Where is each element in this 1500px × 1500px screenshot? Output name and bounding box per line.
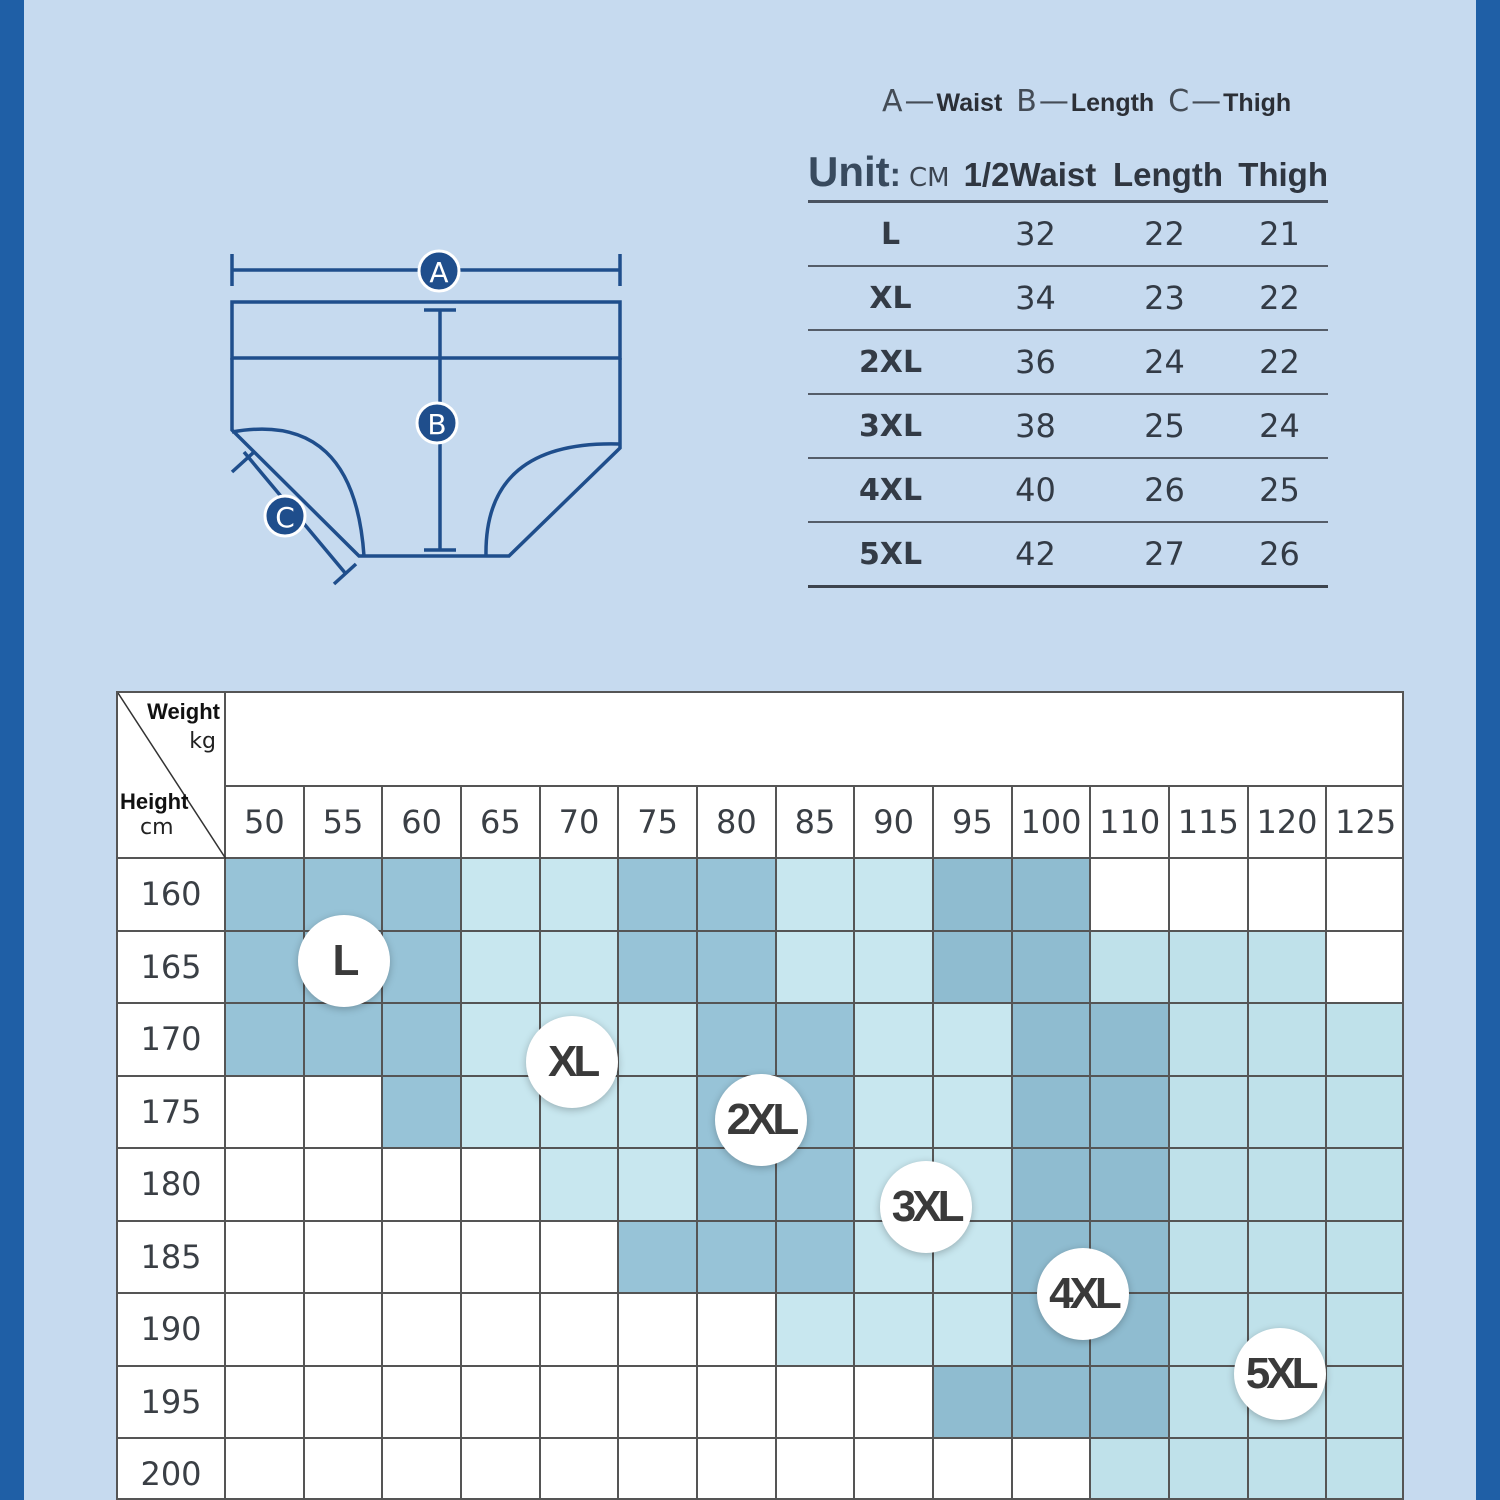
height-row-label: 200 <box>118 1439 226 1500</box>
legend-key: B <box>1016 84 1037 119</box>
size-badge: 5XL <box>1234 1328 1326 1420</box>
size-grid-cell <box>462 1367 541 1440</box>
cell-thigh: 25 <box>1259 471 1300 509</box>
size-grid-cell <box>462 1439 541 1500</box>
cell-waist: 34 <box>1015 279 1056 317</box>
size-grid-cell <box>934 1077 1013 1150</box>
cell-waist: 40 <box>1015 471 1056 509</box>
weight-header: 70 <box>541 787 620 859</box>
size-grid-cell <box>1013 1367 1092 1440</box>
size-grid-cell <box>541 1149 620 1222</box>
briefs-measurement-diagram <box>224 240 644 604</box>
size-grid-cell <box>305 1439 384 1500</box>
height-unit: cm <box>140 815 174 840</box>
height-row-label: 170 <box>118 1004 226 1077</box>
size-grid-cell <box>226 1294 305 1367</box>
cell-size: 4XL <box>858 472 923 508</box>
cell-length: 24 <box>1144 343 1185 381</box>
weight-header-strip <box>226 693 1404 787</box>
size-grid-cell <box>777 859 856 932</box>
size-grid-cell <box>383 1222 462 1295</box>
size-grid-cell <box>855 1367 934 1440</box>
size-grid-cell <box>462 1222 541 1295</box>
weight-header: 120 <box>1249 787 1328 859</box>
size-grid-cell <box>619 1149 698 1222</box>
size-grid-cell <box>1013 1149 1092 1222</box>
size-grid-cell <box>777 1149 856 1222</box>
size-grid-cell <box>934 1367 1013 1440</box>
column-header-waist: 1/2Waist <box>963 156 1097 193</box>
label-c: C <box>275 501 295 534</box>
size-grid-cell <box>1170 859 1249 932</box>
cell-thigh: 22 <box>1259 279 1300 317</box>
size-grid-cell <box>541 932 620 1005</box>
height-row-label: 180 <box>118 1149 226 1222</box>
size-grid-cell <box>1327 1367 1404 1440</box>
size-grid-cell <box>1170 932 1249 1005</box>
size-grid-cell <box>619 1222 698 1295</box>
size-grid-cell <box>1091 1077 1170 1150</box>
size-grid-cell <box>305 1294 384 1367</box>
size-grid-cell <box>777 932 856 1005</box>
cell-thigh: 24 <box>1259 407 1300 445</box>
size-grid-cell <box>855 1439 934 1500</box>
size-grid-cell <box>383 1294 462 1367</box>
size-grid-cell <box>1249 1439 1328 1500</box>
size-measurement-table <box>808 148 1328 588</box>
size-grid-cell <box>1327 1077 1404 1150</box>
weight-header: 55 <box>305 787 384 859</box>
cell-size: L <box>880 216 901 252</box>
table-row <box>808 459 1328 523</box>
size-grid-cell <box>1249 859 1328 932</box>
cell-thigh: 21 <box>1259 215 1300 253</box>
height-row-label: 160 <box>118 859 226 932</box>
size-grid-cell <box>855 932 934 1005</box>
table-row <box>808 267 1328 331</box>
size-grid-cell <box>1013 859 1092 932</box>
size-grid-cell <box>226 1077 305 1150</box>
size-grid-cell <box>1170 1222 1249 1295</box>
size-grid-cell <box>462 1077 541 1150</box>
size-grid-cell <box>305 1077 384 1150</box>
column-header-length: Length <box>1113 156 1223 193</box>
weight-header: 90 <box>855 787 934 859</box>
size-grid-cell <box>934 1004 1013 1077</box>
size-grid-cell <box>934 932 1013 1005</box>
size-grid-cell <box>1249 932 1328 1005</box>
size-grid-cell <box>1013 1077 1092 1150</box>
size-grid-cell <box>777 1222 856 1295</box>
size-grid-cell <box>1091 1004 1170 1077</box>
weight-header: 125 <box>1327 787 1404 859</box>
measurement-legend <box>882 84 1291 120</box>
size-grid-cell <box>383 1077 462 1150</box>
cell-waist: 36 <box>1015 343 1056 381</box>
size-grid-cell <box>698 1222 777 1295</box>
size-grid-cell <box>305 1367 384 1440</box>
size-grid-cell <box>226 1149 305 1222</box>
size-grid-cell <box>541 1222 620 1295</box>
table-body <box>808 203 1328 588</box>
size-grid-cell <box>1249 1222 1328 1295</box>
weight-height-size-chart <box>116 691 1404 1500</box>
size-grid-cell <box>541 859 620 932</box>
size-grid-cell <box>698 859 777 932</box>
cell-waist: 42 <box>1015 535 1056 573</box>
unit-value: CM <box>908 163 950 193</box>
size-grid-cell <box>1170 1439 1249 1500</box>
size-grid-cell <box>1327 1439 1404 1500</box>
height-row-label: 190 <box>118 1294 226 1367</box>
briefs-outline-icon <box>224 240 644 600</box>
cell-length: 25 <box>1144 407 1185 445</box>
size-grid-cell <box>698 1439 777 1500</box>
size-grid-cell <box>777 1367 856 1440</box>
legend-key: C <box>1168 84 1190 119</box>
legend-item-b: B — Length <box>1016 84 1155 119</box>
weight-header: 115 <box>1170 787 1249 859</box>
size-grid-cell <box>383 1439 462 1500</box>
column-header-thigh: Thigh <box>1238 156 1329 193</box>
table-header: Unit : CM 1/2Waist Length Thigh <box>808 148 1328 203</box>
corner-cell <box>118 693 226 859</box>
cell-size: 2XL <box>858 344 923 380</box>
size-grid-cell <box>226 1367 305 1440</box>
legend-item-c: C — Thigh <box>1168 84 1292 119</box>
size-grid-cell <box>462 932 541 1005</box>
size-grid-cell <box>934 859 1013 932</box>
weight-header: 60 <box>383 787 462 859</box>
size-grid-cell <box>619 932 698 1005</box>
cell-size: XL <box>869 280 912 316</box>
size-grid-cell <box>462 1149 541 1222</box>
size-grid-cell <box>1249 1077 1328 1150</box>
size-grid-cell <box>934 1439 1013 1500</box>
height-row-label: 195 <box>118 1367 226 1440</box>
legend-key: A <box>882 84 903 119</box>
label-b: B <box>427 408 447 441</box>
size-grid-cell <box>855 859 934 932</box>
weight-header: 85 <box>777 787 856 859</box>
cell-length: 22 <box>1144 215 1185 253</box>
size-grid-cell <box>619 859 698 932</box>
size-grid-cell <box>1327 1294 1404 1367</box>
size-grid-cell <box>619 1439 698 1500</box>
cell-waist: 32 <box>1015 215 1056 253</box>
size-grid-cell <box>1327 859 1404 932</box>
size-grid-cell <box>541 1294 620 1367</box>
weight-header: 95 <box>934 787 1013 859</box>
size-grid-cell <box>226 1439 305 1500</box>
weight-header: 65 <box>462 787 541 859</box>
size-grid-cell <box>1327 932 1404 1005</box>
size-grid-cell <box>1327 1149 1404 1222</box>
size-grid-cell <box>226 1004 305 1077</box>
size-grid-cell <box>305 1004 384 1077</box>
size-grid-cell <box>226 1222 305 1295</box>
size-grid-cell <box>619 1367 698 1440</box>
table-row <box>808 331 1328 395</box>
size-grid-cell <box>383 1004 462 1077</box>
size-grid-cell <box>1013 1439 1092 1500</box>
legend-item-a: A — Waist <box>882 84 1003 119</box>
unit-label: Unit <box>808 148 890 195</box>
weight-header: 50 <box>226 787 305 859</box>
size-grid-cell <box>1013 932 1092 1005</box>
size-grid-cell <box>1091 1439 1170 1500</box>
size-grid-cell <box>541 1367 620 1440</box>
label-a: A <box>429 256 449 289</box>
size-grid-cell <box>383 1367 462 1440</box>
table-row <box>808 203 1328 267</box>
weight-label: Weight <box>147 699 220 724</box>
size-grid-cell <box>226 932 305 1005</box>
size-grid-cell <box>1327 1222 1404 1295</box>
cell-thigh: 26 <box>1259 535 1300 573</box>
height-row-label: 165 <box>118 932 226 1005</box>
cell-length: 26 <box>1144 471 1185 509</box>
size-grid-cell <box>305 1149 384 1222</box>
cell-size: 5XL <box>858 536 923 572</box>
size-grid-cell <box>383 859 462 932</box>
size-grid-cell <box>1170 1004 1249 1077</box>
cell-size: 3XL <box>858 408 923 444</box>
weight-unit: kg <box>189 729 216 754</box>
size-grid-cell <box>855 1004 934 1077</box>
size-grid-cell <box>1249 1004 1328 1077</box>
size-grid-cell <box>698 1004 777 1077</box>
size-grid-cell <box>619 1077 698 1150</box>
size-grid-cell <box>698 1294 777 1367</box>
size-grid-cell <box>541 1439 620 1500</box>
size-grid-cell <box>777 1439 856 1500</box>
size-grid-cell <box>777 1294 856 1367</box>
size-grid-cell <box>777 1004 856 1077</box>
weight-header: 100 <box>1013 787 1092 859</box>
size-badge: 2XL <box>715 1074 807 1166</box>
size-grid-cell <box>383 932 462 1005</box>
size-grid-cell <box>1013 1004 1092 1077</box>
table-row <box>808 395 1328 459</box>
legend-label: Length <box>1070 89 1155 117</box>
size-grid-cell <box>934 1294 1013 1367</box>
size-badge: 4XL <box>1037 1248 1129 1340</box>
size-grid-cell <box>305 1222 384 1295</box>
size-grid-cell <box>462 859 541 932</box>
size-grid-cell <box>1327 1004 1404 1077</box>
size-grid-cell <box>619 1004 698 1077</box>
size-grid-cell <box>1091 932 1170 1005</box>
height-label: Height <box>120 789 189 814</box>
size-grid-cell <box>226 859 305 932</box>
size-badge: L <box>298 915 390 1007</box>
cell-waist: 38 <box>1015 407 1056 445</box>
size-grid-cell <box>698 1367 777 1440</box>
size-grid-cell <box>1170 1149 1249 1222</box>
size-grid-cell <box>1091 1367 1170 1440</box>
cell-thigh: 22 <box>1259 343 1300 381</box>
size-badge: XL <box>526 1016 618 1108</box>
cell-length: 27 <box>1144 535 1185 573</box>
size-grid-cell <box>1091 1149 1170 1222</box>
size-grid-cell <box>1170 1077 1249 1150</box>
size-badge: 3XL <box>880 1161 972 1253</box>
size-grid-cell <box>855 1294 934 1367</box>
weight-header: 80 <box>698 787 777 859</box>
size-grid-cell <box>462 1294 541 1367</box>
size-grid-cell <box>619 1294 698 1367</box>
size-grid-cell <box>855 1077 934 1150</box>
height-row-label: 175 <box>118 1077 226 1150</box>
size-grid-cell <box>1249 1149 1328 1222</box>
size-grid-cell <box>383 1149 462 1222</box>
height-row-label: 185 <box>118 1222 226 1295</box>
legend-label: Thigh <box>1223 89 1292 117</box>
weight-header: 110 <box>1091 787 1170 859</box>
table-row <box>808 523 1328 588</box>
size-grid-cell <box>1091 859 1170 932</box>
cell-length: 23 <box>1144 279 1185 317</box>
weight-header: 75 <box>619 787 698 859</box>
size-grid-cell <box>698 932 777 1005</box>
legend-label: Waist <box>936 89 1003 117</box>
